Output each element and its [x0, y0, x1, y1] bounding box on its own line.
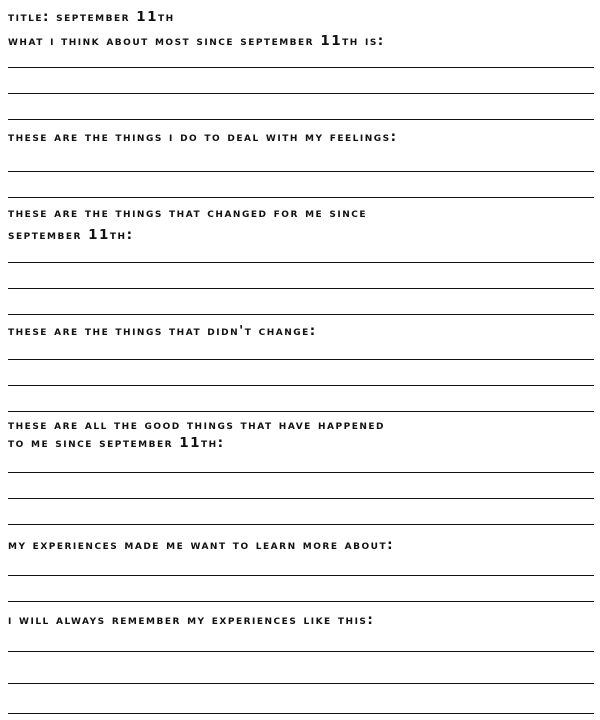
prompt-learn-more: my experiences made me want to learn more about:: [8, 537, 395, 553]
prompt-good-things-line-1: these are all the good things that have happened: [8, 417, 385, 433]
writing-line[interactable]: [8, 119, 594, 120]
prompt-always-remember: i will always remember my experiences like this:: [8, 612, 375, 628]
worksheet-title: title: september 11th: [8, 9, 175, 25]
writing-line[interactable]: [8, 651, 594, 652]
writing-line[interactable]: [8, 262, 594, 263]
prompt-things-changed-line-2: september 11th:: [8, 227, 134, 243]
prompt-good-things-line-2: to me since september 11th:: [8, 435, 225, 451]
writing-line[interactable]: [8, 314, 594, 315]
writing-line[interactable]: [8, 575, 594, 576]
writing-line[interactable]: [8, 93, 594, 94]
writing-line[interactable]: [8, 171, 594, 172]
writing-line[interactable]: [8, 385, 594, 386]
writing-line[interactable]: [8, 411, 594, 412]
prompt-didnt-change: these are the things that didn't change:: [8, 323, 317, 339]
prompt-think-about-most: what i think about most since september 11th is:: [8, 33, 385, 49]
writing-line[interactable]: [8, 472, 594, 473]
prompt-things-changed-line-1: these are the things that changed for me since: [8, 205, 367, 221]
writing-line[interactable]: [8, 498, 594, 499]
writing-line[interactable]: [8, 359, 594, 360]
writing-line[interactable]: [8, 197, 594, 198]
writing-line[interactable]: [8, 713, 594, 714]
writing-line[interactable]: [8, 67, 594, 68]
writing-line[interactable]: [8, 601, 594, 602]
writing-line[interactable]: [8, 288, 594, 289]
writing-line[interactable]: [8, 683, 594, 684]
prompt-deal-with-feelings: these are the things i do to deal with my feelings:: [8, 129, 398, 145]
writing-line[interactable]: [8, 524, 594, 525]
